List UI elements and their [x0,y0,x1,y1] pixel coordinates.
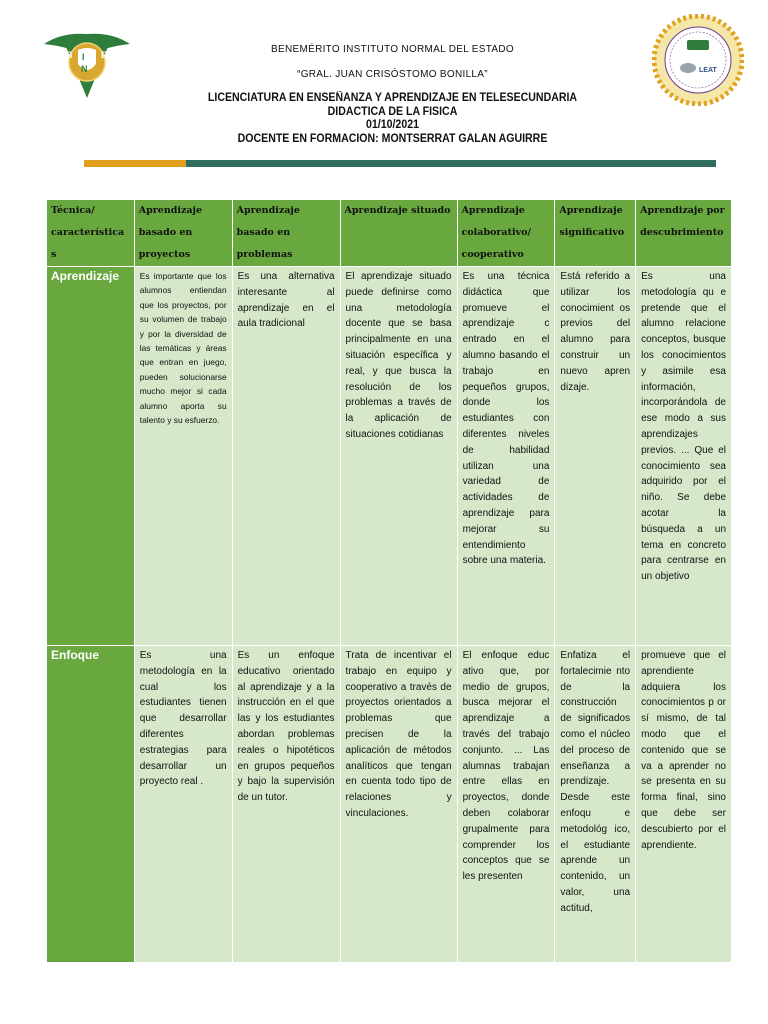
table-cell: Trata de incentivar el trabajo en equipo y cooperativo a través de proyectos orientados a problemas que precisen de la aplicación de métodos analíticos que tengan en cuenta todo tipo de relaciones y vinculaciones. [341,646,457,962]
table-cell: promueve que el aprendiente adquiera los conocimientos p or sí mismo, de tal modo que el contenido que se va a aprender no se presenta en su forma final, sino que debe ser descubierto por el aprendiente. [636,646,731,962]
table-header-row [47,200,731,266]
divider-gold [84,160,186,167]
column-header: Aprendizaje por descubrimiento [636,200,731,266]
row-label: Aprendizaje [47,267,134,645]
document-date: 01/10/2021 [366,119,419,131]
logo-letter-n: N [81,64,88,74]
column-header: Aprendizaje situado [341,200,457,266]
column-header: Aprendizaje colaborativo/ cooperativo [458,200,555,266]
table-cell: Es un enfoque educativo orientado al aprendizaje y a la instrucción en el que las y los estudiantes abordan problemas reales o hipotéticos en grupos pequeños y bajo la supervisión de un tutor. [233,646,340,962]
program-title: LICENCIATURA EN ENSEÑANZA Y APRENDIZAJE EN TELESECUNDARIA [207,92,578,104]
column-header: Técnica/ característica s [47,200,134,266]
table-cell: Es una alternativa interesante al aprendizaje en el aula tradicional [233,267,340,645]
table-cell: El enfoque educ ativo que, por medio de grupos, busca mejorar el aprendizaje a través del trabajo conjunto. ... Las alumnas trabajan entre ellas en proyectos, donde deben colaborar grupalmente para comprender los conceptos que se les presenten [458,646,555,962]
logo-letter-b: B [66,50,73,60]
seal-label: LEAT [699,67,717,74]
column-header: Aprendizaje basado en proyectos [135,200,232,266]
table-cell: Es una metodología en la cual los estudiantes tienen que desarrollar diferentes estrategias para desarrollar un proyecto real . [135,646,232,962]
bine-logo [42,24,132,100]
table-cell: Es una técnica didáctica que promueve el aprendizaje c entrado en el alumno basando el trabajo en pequeños grupos, donde los estudiantes con diferentes niveles de habilidad utilizan una variedad de actividades de aprendizaje para mejorar su entendimiento sobre una materia. [458,267,555,645]
column-header: Aprendizaje significativo [555,200,635,266]
table-cell: Enfatiza el fortalecimie nto de la construcción de significados como el núcleo del proceso de enseñanza a prendizaje. Desde este enfoqu e metodológ ico, el estudiante aprende un contenido, un valor, una actitud, [555,646,635,962]
comparison-table [46,199,732,963]
student-name: DOCENTE EN FORMACION: MONTSERRAT GALAN AGUIRRE [237,132,548,145]
table-cell: El aprendizaje situado puede definirse como una metodología docente que se basa principalmente en una situación específica y real, y que busca la resolución de los problemas a través de la aplicación de situaciones cotidianas [341,267,457,645]
table-row [47,646,731,962]
document-heading [160,92,625,146]
table-row [47,267,731,645]
table-cell: Es una metodología qu e pretende que el alumno relacione conceptos, busque los conocimientos y asimile esa información, incorporándola de ese modo a sus aprendizajes previos. ... Que el conocimiento sea adquirido por el niño. Se debe acotar la búsqueda a un tema en concreto para centrarse en un objetivo [636,267,731,645]
divider-teal [186,160,716,167]
institution-name: BENEMÉRITO INSTITUTO NORMAL DEL ESTADO [271,44,514,55]
logo-letter-i: I [82,52,85,62]
leat-seal-logo [652,14,744,106]
column-header: Aprendizaje basado en problemas [233,200,340,266]
table-cell: Está referido a utilizar los conocimient os previos del alumno para construir un nuevo apren dizaje. [555,267,635,645]
table-cell: Es importante que los alumnos entiendan que los proyectos, por su volumen de trabajo y por la diversidad de las temáticas y áreas que entran en juego, pueden solucionarse mucho mejor si cada alumno aporta su talento y su esfuerzo. [135,267,232,645]
course-title: DIDACTICA DE LA FISICA [327,105,458,118]
row-label: Enfoque [47,646,134,962]
institution-subtitle: “GRAL. JUAN CRISÓSTOMO BONILLA” [297,69,488,80]
logo-letter-e: E [101,50,108,60]
